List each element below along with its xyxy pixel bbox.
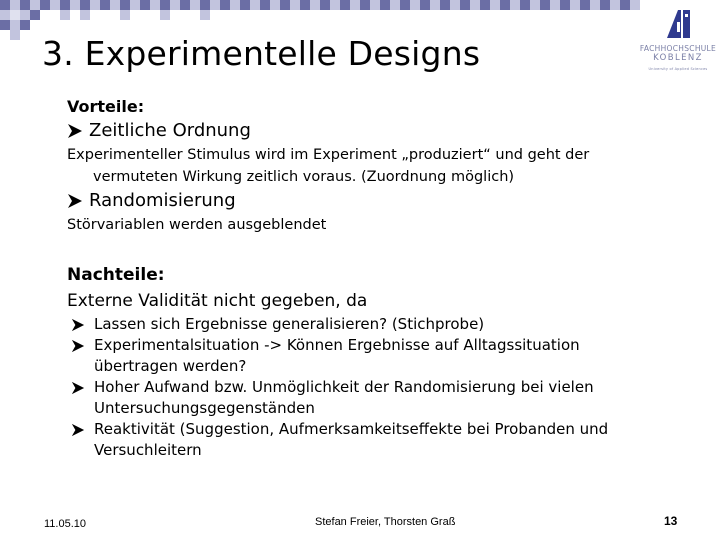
- logo-mark-icon: [663, 6, 693, 40]
- cons-bullet-3-line-1: Hoher Aufwand bzw. Unmöglichkeit der Randomisierung bei vielen: [94, 378, 594, 396]
- cons-intro: Externe Validität nicht gegeben, da: [67, 291, 368, 311]
- pros-bullet-2-label: Randomisierung: [89, 190, 236, 211]
- slide-title: 3. Experimentelle Designs: [42, 34, 481, 73]
- cons-bullet-3-line-2: Untersuchungsgegenständen: [94, 399, 315, 417]
- cons-bullet-1: [67, 314, 687, 335]
- logo-line-1: FACHHOCHSCHULE: [639, 44, 717, 53]
- arrow-bullet-icon: [67, 123, 83, 139]
- footer-authors: Stefan Freier, Thorsten Graß: [315, 516, 456, 528]
- footer-date: 11.05.10: [44, 518, 87, 530]
- arrow-bullet-icon: [71, 381, 85, 395]
- cons-bullet-2-line-2: übertragen werden?: [94, 357, 247, 375]
- page-number: 13: [664, 514, 678, 528]
- cons-heading: Nachteile:: [67, 265, 165, 285]
- cons-bullet-1-line-1: Lassen sich Ergebnisse generalisieren? (Stichprobe): [94, 315, 485, 333]
- cons-bullet-4-line-1: Reaktivität (Suggestion, Aufmerksamkeitseffekte bei Probanden und: [94, 420, 609, 438]
- pros-bullet-1-label: Zeitliche Ordnung: [89, 120, 251, 141]
- cons-bullet-2: [67, 335, 687, 356]
- cons-bullet-4: [67, 419, 687, 440]
- pros-heading: Vorteile:: [67, 97, 145, 116]
- university-logo: [633, 6, 723, 78]
- slide-body: [67, 96, 687, 461]
- arrow-bullet-icon: [67, 193, 83, 209]
- arrow-bullet-icon: [71, 339, 85, 353]
- logo-line-3: University of Applied Sciences: [648, 67, 708, 71]
- cons-bullet-2-line-1: Experimentalsituation -> Können Ergebnisse auf Alltagssituation: [94, 336, 580, 354]
- pros-bullet-1: [67, 118, 687, 144]
- pros-bullet-2: [67, 188, 687, 214]
- pros-bullet-2-text: Störvariablen werden ausgeblendet: [67, 217, 327, 233]
- cons-bullet-3: [67, 377, 687, 398]
- pros-bullet-1-text-line-1: Experimenteller Stimulus wird im Experiment „produziert“ und geht der: [67, 147, 590, 163]
- logo-line-2: KOBLENZ: [653, 53, 703, 63]
- arrow-bullet-icon: [71, 318, 85, 332]
- arrow-bullet-icon: [71, 423, 85, 437]
- cons-bullet-4-line-2: Versuchleitern: [94, 441, 202, 459]
- section-spacer: [67, 236, 687, 262]
- pros-bullet-1-text-line-2: vermuteten Wirkung zeitlich voraus. (Zuordnung möglich): [93, 169, 515, 185]
